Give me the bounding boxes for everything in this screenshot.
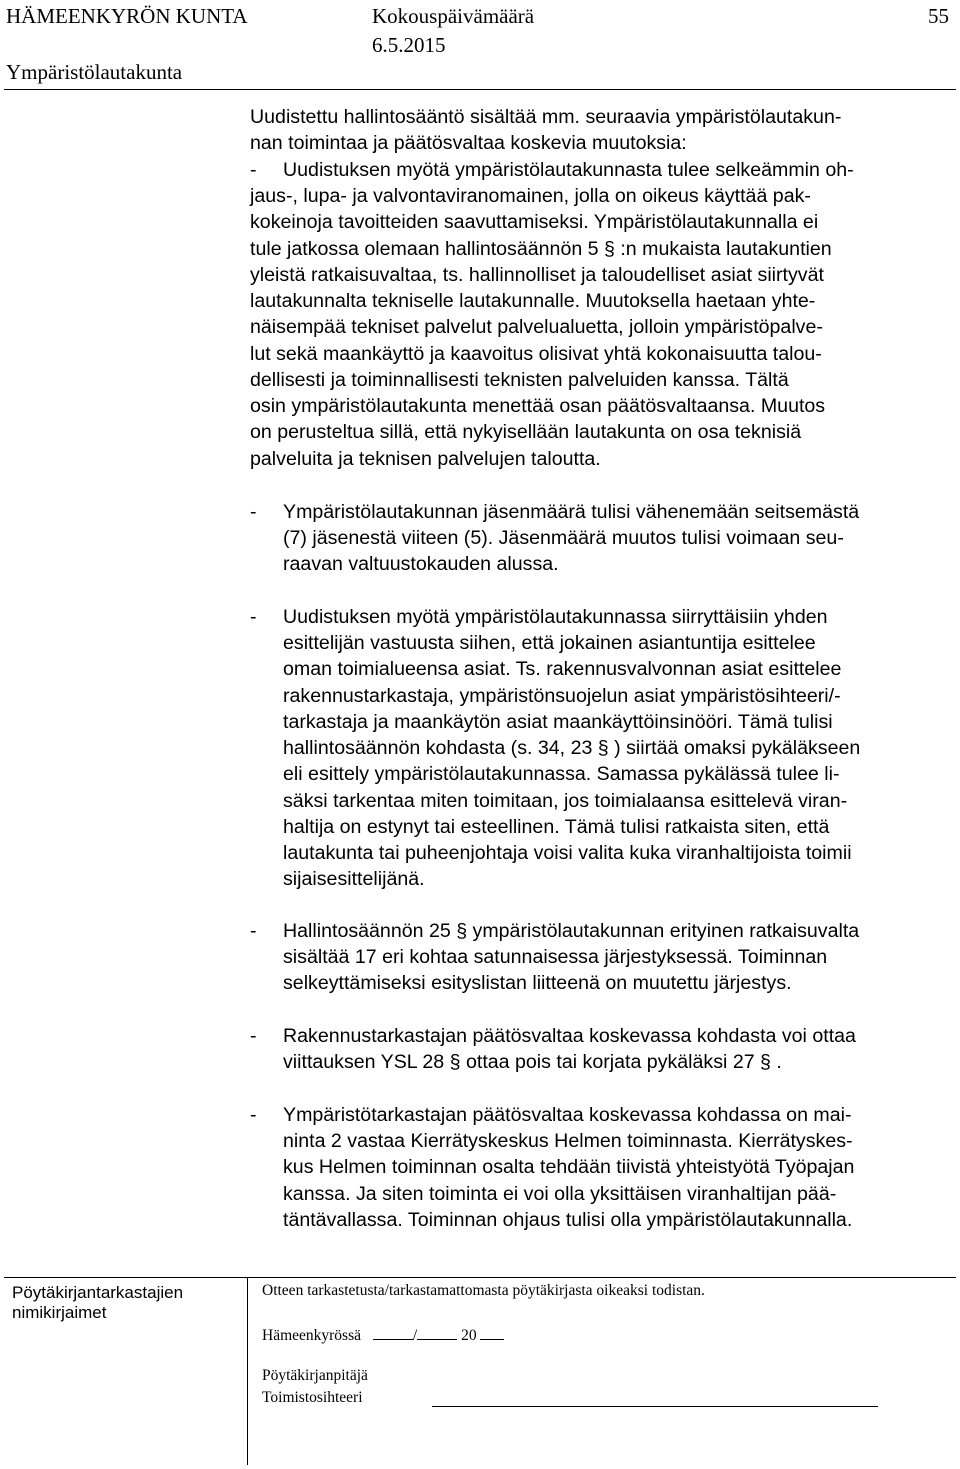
bullet-dash: -: [250, 920, 257, 942]
intro-line: Uudistettu hallintosääntö sisältää mm. seuraavia ympäristölautakun-: [250, 106, 842, 128]
body-name: Ympäristölautakunta: [6, 60, 183, 84]
bullet-line: selkeyttämiseksi esityslistan liitteenä on muutettu järjestys.: [283, 972, 792, 994]
bullet-line: näisempää tekniset palvelut palvelualuetta, jolloin ympäristöpalve-: [250, 316, 823, 338]
bullet-line: osin ympäristölautakunta menettää osan päätösvaltaansa. Muutos: [250, 395, 826, 417]
footer-role-1: Pöytäkirjanpitäjä: [262, 1367, 368, 1384]
bullet-line: (7) jäsenestä viiteen (5). Jäsenmäärä muutos tulisi voimaan seu-: [283, 527, 844, 549]
bullet-line: lautakunta tai puheenjohtaja voisi valita kuka viranhaltijoista toimii: [283, 842, 852, 864]
bullet-dash: -: [250, 159, 257, 181]
municipality-name: HÄMEENKYRÖN KUNTA: [6, 4, 248, 28]
bullet-dash: -: [250, 501, 257, 523]
year-blank[interactable]: [480, 1324, 504, 1340]
bullet-line: tule jatkossa olemaan hallintosäännön 5 § :n mukaista lautakuntien: [250, 238, 832, 260]
meeting-date-label: Kokouspäivämäärä: [372, 4, 535, 28]
bullet-line: Uudistuksen myötä ympäristölautakunnasta tulee selkeämmin oh-: [283, 159, 854, 181]
bullet-line: Rakennustarkastajan päätösvaltaa koskevassa kohdasta voi ottaa: [283, 1025, 856, 1047]
bullet-line: raavan valtuustokauden alussa.: [283, 553, 559, 575]
bullet-line: täntävallassa. Toiminnan ohjaus tulisi olla ympäristölautakunnalla.: [283, 1209, 853, 1231]
bullet-line: yleistä ratkaisuvaltaa, ts. hallinnolliset ja taloudelliset asiat siirtyvät: [250, 264, 824, 286]
bullet-line: dellisesti ja toiminnallisesti teknisten palveluiden kanssa. Tältä: [250, 369, 789, 391]
bullet-line: kus Helmen toiminnan osalta tehdään tiivistä yhteistyötä Työpajan: [283, 1156, 855, 1178]
signature-line[interactable]: [432, 1406, 878, 1407]
bullet-line: Uudistuksen myötä ympäristölautakunnassa siirryttäisiin yhden: [283, 606, 828, 628]
footer-inspectors-label-1: Pöytäkirjantarkastajien: [12, 1283, 184, 1302]
bullet-line: rakennustarkastaja, ympäristönsuojelun asiat ympäristösihteeri/-: [283, 685, 841, 707]
bullet-line: säksi tarkentaa miten toimitaan, jos toimialaansa esittelevä viran-: [283, 790, 848, 812]
footer-place: Hämeenkyrössä: [262, 1327, 361, 1344]
page-number: 55: [928, 4, 949, 28]
bullet-line: tarkastaja ja maankäytön asiat maankäyttöinsinööri. Tämä tulisi: [283, 711, 833, 733]
footer-certify-text: Otteen tarkastetusta/tarkastamattomasta pöytäkirjasta oikeaksi todistan.: [262, 1282, 705, 1299]
bullet-line: ninta 2 vastaa Kierrätyskeskus Helmen toiminnasta. Kierrätyskes-: [283, 1130, 853, 1152]
footer-inspectors-label-2: nimikirjaimet: [12, 1303, 107, 1322]
month-blank[interactable]: [417, 1324, 457, 1340]
bullet-line: lut sekä maankäyttö ja kaavoitus olisivat yhtä kokonaisuutta talou-: [250, 343, 822, 365]
bullet-line: hallintosäännön kohdasta (s. 34, 23 § ) siirtää omaksi pykäläkseen: [283, 737, 861, 759]
day-blank[interactable]: [373, 1324, 413, 1340]
header-rule: [4, 89, 956, 90]
bullet-dash: -: [250, 1104, 257, 1126]
footer-box: [4, 1277, 956, 1466]
bullet-line: lautakunnalta tekniselle lautakunnalle. Muutoksella haetaan yhte-: [250, 290, 816, 312]
footer-role-2: Toimistosihteeri: [262, 1389, 363, 1406]
bullet-line: oman toimialueensa asiat. Ts. rakennusvalvonnan asiat esittelee: [283, 658, 842, 680]
footer-date-line: [262, 1324, 504, 1345]
bullet-line: esittelijän vastuusta siihen, että jokainen asiantuntija esittelee: [283, 632, 816, 654]
intro-line: nan toimintaa ja päätösvaltaa koskevia muutoksia:: [250, 132, 687, 154]
bullet-line: Ympäristölautakunnan jäsenmäärä tulisi vähenemään seitsemästä: [283, 501, 860, 523]
bullet-line: Ympäristötarkastajan päätösvaltaa koskevassa kohdassa on mai-: [283, 1104, 852, 1126]
bullet-line: haltija on estynyt tai esteellinen. Tämä tulisi ratkaista siten, että: [283, 816, 830, 838]
bullet-line: on perusteltua sillä, että nykyisellään lautakunta on osa teknisiä: [250, 421, 802, 443]
bullet-line: palveluita ja teknisen palvelujen taloutta.: [250, 448, 601, 470]
footer-year-prefix: 20: [461, 1327, 477, 1344]
bullet-line: sisältää 17 eri kohtaa satunnaisessa järjestyksessä. Toiminnan: [283, 946, 828, 968]
bullet-line: kanssa. Ja siten toiminta ei voi olla yksittäisen viranhaltijan pää-: [283, 1183, 837, 1205]
footer-divider: [247, 1277, 248, 1465]
bullet-dash: -: [250, 606, 257, 628]
bullet-line: Hallintosäännön 25 § ympäristölautakunnan erityinen ratkaisuvalta: [283, 920, 860, 942]
bullet-line: viittauksen YSL 28 § ottaa pois tai korjata pykäläksi 27 § .: [283, 1051, 782, 1073]
footer-date-slash: /: [412, 1327, 418, 1344]
meeting-date: 6.5.2015: [372, 33, 446, 57]
bullet-dash: -: [250, 1025, 257, 1047]
bullet-line: sijaisesittelijänä.: [283, 868, 425, 890]
bullet-line: kokeinoja tavoitteiden saavuttamiseksi. Ympäristölautakunnalla ei: [250, 211, 819, 233]
bullet-line: eli esittely ympäristölautakunnassa. Samassa pykälässä tulee li-: [283, 763, 840, 785]
bullet-line: jaus-, lupa- ja valvontaviranomainen, jolla on oikeus käyttää pak-: [250, 185, 811, 207]
